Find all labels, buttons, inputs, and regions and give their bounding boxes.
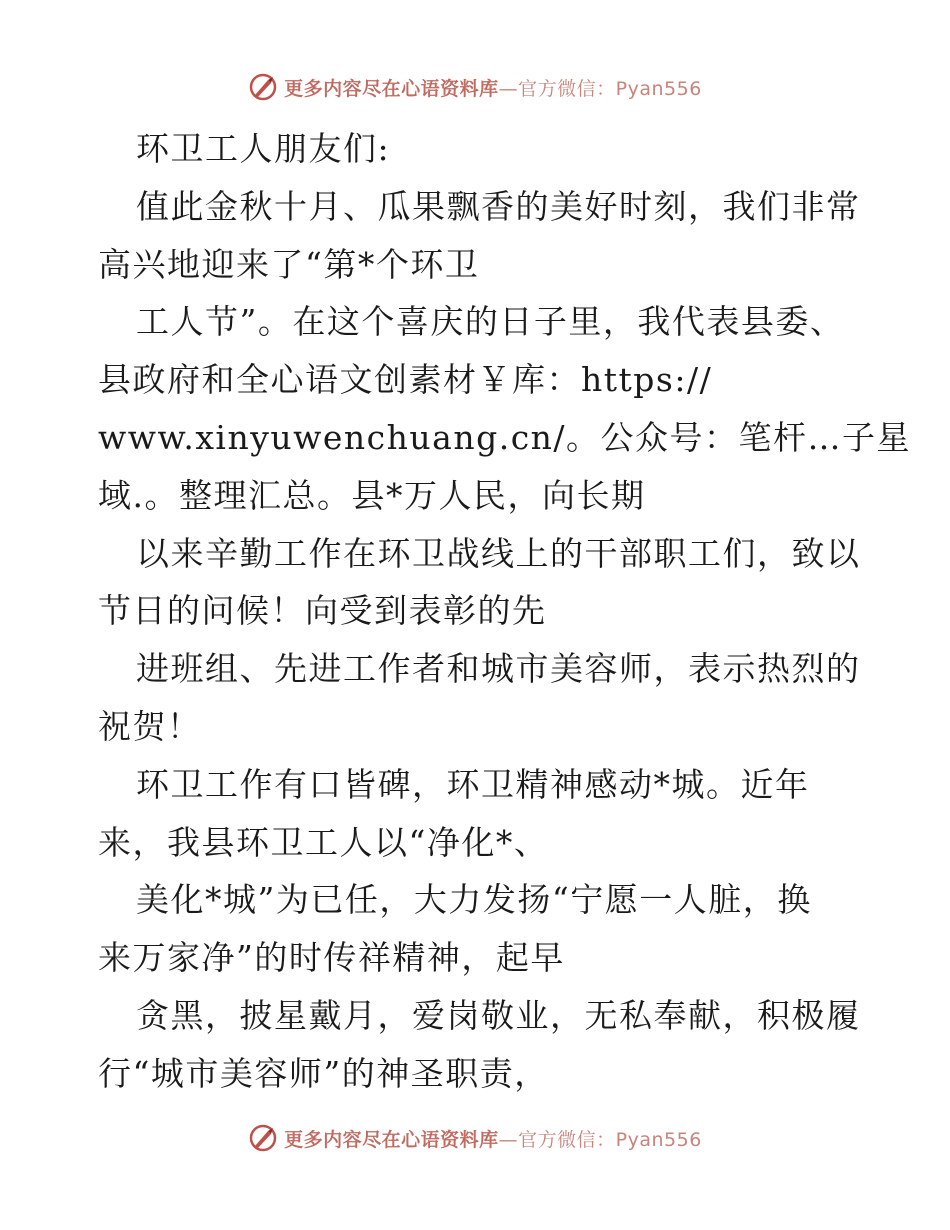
header-watermark: [0, 72, 950, 102]
footer-watermark: [0, 1123, 950, 1153]
watermark-text: [284, 1125, 702, 1152]
text-line: 贪黑，披星戴月，爱岗敬业，无私奉献，积极履: [136, 995, 861, 1035]
watermark-brand: 更多内容尽在心语资料库: [284, 1128, 499, 1151]
text-line: 工人节”。在这个喜庆的日子里，我代表县委、: [136, 302, 845, 342]
text-line: 环卫工人朋友们:: [136, 129, 391, 168]
watermark-brand: 更多内容尽在心语资料库: [284, 77, 499, 100]
watermark-text: [284, 74, 702, 101]
text-line: www.xinyuwenchuang.cn/。公众号：笔杆…子星: [98, 417, 912, 457]
text-line: 进班组、先进工作者和城市美容师，表示热烈的: [136, 649, 861, 689]
quill-logo-icon: [248, 72, 278, 102]
quill-logo-icon: [248, 1123, 278, 1153]
text-line: 来万家净”的时传祥精神，起早: [98, 938, 565, 978]
text-line: 县政府和全心语文创素材￥库：https://: [98, 360, 713, 400]
text-line: 祝贺！: [98, 706, 202, 746]
document-body: [98, 120, 912, 1103]
text-line: 节日的问候！向受到表彰的先: [98, 591, 547, 631]
watermark-separator: —: [498, 1128, 519, 1151]
text-line: 美化*城”为已任，大力发扬“宁愿一人脏，换: [136, 880, 812, 920]
watermark-contact: 官方微信：Pyan556: [518, 77, 702, 100]
text-line: 高兴地迎来了“第*个环卫: [98, 244, 480, 284]
text-line: 环卫工作有口皆碑，环卫精神感动*城。近年: [136, 764, 810, 804]
text-line: 域.。整理汇总。县*万人民，向长期: [98, 475, 646, 515]
text-line: 以来辛勤工作在环卫战线上的干部职工们，致以: [136, 533, 861, 573]
text-line: 行“城市美容师”的神圣职责，: [98, 1053, 549, 1093]
text-line: 值此金秋十月、瓜果飘香的美好时刻，我们非常: [136, 186, 861, 226]
watermark-separator: —: [498, 77, 519, 100]
watermark-contact: 官方微信：Pyan556: [518, 1128, 702, 1151]
text-line: 来，我县环卫工人以“净化*、: [98, 822, 549, 862]
